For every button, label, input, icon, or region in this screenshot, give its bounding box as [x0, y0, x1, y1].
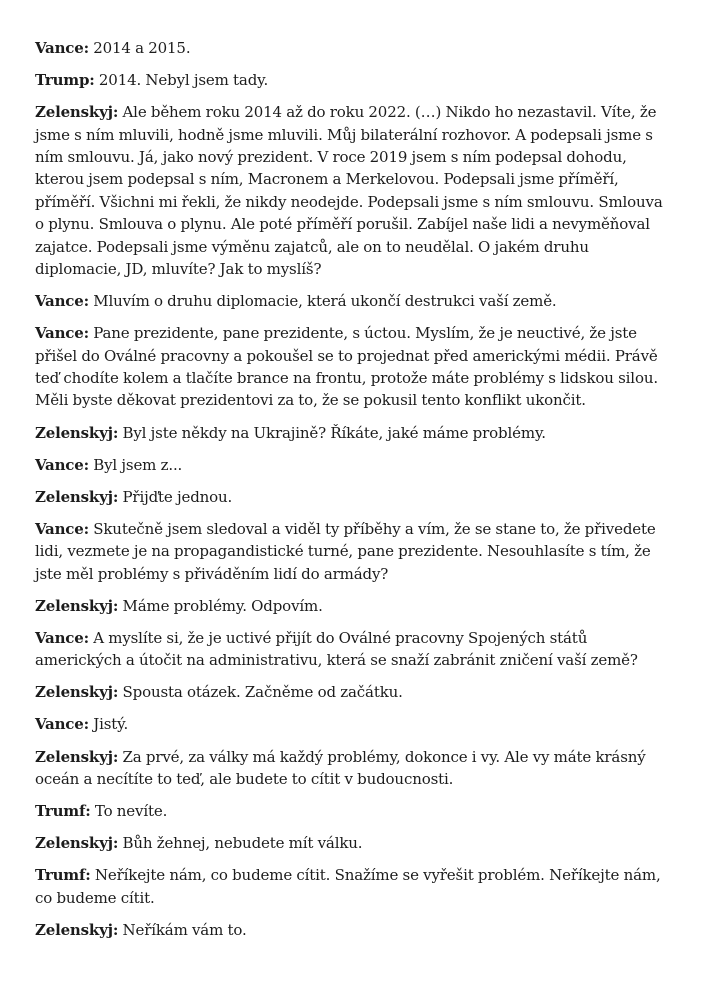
transcript-line [35, 101, 675, 280]
transcript-line [35, 290, 675, 312]
transcript-line [35, 746, 675, 791]
speaker-name: Vance [35, 715, 84, 734]
speaker-separator: : [112, 103, 119, 122]
speaker-name: Vance [35, 324, 84, 343]
speaker-separator: : [83, 39, 89, 57]
speech-text: Pane prezidente, pane prezidente, s úctou. Myslím, že je neuctivé, že jste přišel do Oválné pracovny a pokoušel se to projednat před americkými médii. Právě teď chodíte kolem a tlačíte brance na frontu, protože máte problémy s lidskou silou. Měli byste děkovat prezidentovi za to, že se pokusil tento konflikt ukončit. [35, 324, 658, 410]
transcript-line [35, 681, 675, 703]
speech-text: Byl jste někdy na Ukrajině? Říkáte, jaké máme problémy. [118, 423, 546, 442]
speech-text: Máme problémy. Odpovím. [118, 596, 323, 615]
transcript-line [35, 454, 675, 476]
transcript [35, 37, 675, 951]
speech-text: Neříkejte nám, co budeme cítit. Snažíme se vyřešit problém. Neříkejte nám, co budeme cítit. [35, 866, 661, 907]
speech-text: Jistý. [88, 715, 129, 734]
speech-text: A myslíte si, že je uctivé přijít do Oválné pracovny Spojených států amerických a útočit na administrativu, která se snaží zabránit zničení vaší země? [35, 628, 638, 670]
speaker-name: Trumf [35, 802, 86, 820]
transcript-line [35, 627, 675, 672]
transcript-line [35, 713, 675, 735]
speech-text: Mluvím o druhu diplomacie, která ukončí destrukci vaší země. [88, 292, 557, 311]
transcript-line [35, 486, 675, 508]
speaker-name: Vance [35, 519, 84, 538]
speaker-separator: : [112, 834, 119, 853]
speaker-separator: : [112, 423, 119, 442]
speaker-name: Vance [35, 455, 84, 474]
speaker-separator: : [112, 596, 119, 615]
speech-text: 2014 a 2015. [88, 39, 191, 57]
speaker-name: Vance [35, 39, 84, 57]
speaker-name: Vance [35, 292, 84, 311]
transcript-line [35, 69, 675, 91]
speaker-name: Vance [35, 628, 84, 647]
speaker-name: Zelenskyj [35, 423, 113, 442]
speaker-separator: : [85, 866, 91, 885]
speaker-name: Zelenskyj [35, 747, 113, 766]
speaker-name: Zelenskyj [35, 103, 113, 122]
speech-text: Neříkám vám to. [118, 920, 247, 939]
speech-text: To nevíte. [90, 802, 168, 820]
transcript-line [35, 832, 675, 854]
speaker-name: Zelenskyj [35, 596, 113, 615]
transcript-line [35, 800, 675, 822]
speaker-separator: : [83, 324, 89, 343]
speaker-separator: : [112, 920, 119, 939]
speaker-separator: : [85, 802, 91, 820]
speaker-separator: : [83, 519, 89, 538]
speaker-name: Trump [35, 71, 90, 90]
speech-text: Skutečně jsem sledoval a viděl ty příběhy a vím, že se stane to, že přivedete lidi, vezmete je na propagandistické turné, pane prezidente. Nesouhlasíte s tím, že jste měl problémy s přiváděním lidí do armády? [35, 519, 656, 583]
speaker-separator: : [83, 455, 89, 474]
speaker-separator: : [112, 747, 119, 766]
speech-text: Bůh žehnej, nebudete mít válku. [118, 834, 363, 853]
transcript-line [35, 595, 675, 617]
speaker-name: Zelenskyj [35, 683, 113, 702]
transcript-line [35, 422, 675, 444]
speech-text: Přijďte jednou. [118, 487, 233, 506]
speaker-name: Zelenskyj [35, 487, 113, 506]
transcript-line [35, 518, 675, 585]
speech-text: Ale během roku 2014 až do roku 2022. (…) Nikdo ho nezastavil. Víte, že jsme s ním mluvili, hodně jsme mluvili. Můj bilaterální rozhovor. A podepsali jsme s ním smlouvu. Já, jako nový prezident. V roce 2019 jsem s ním podepsal dohodu, kterou jsem podepsal s ním, Macronem a Merkelovou. Podepsali jsme příměří, příměří. Všichni mi řekli, že nikdy neodejde. Podepsali jsme s ním smlouvu. Smlouva o plynu. Smlouva o plynu. Ale poté příměří porušil. Zabíjel naše lidi a nevyměňoval zajatce. Podepsali jsme výměnu zajatců, ale on to neudělal. O jakém druhu diplomacie, JD, mluvíte? Jak to myslíš? [35, 103, 663, 279]
speech-text: Spousta otázek. Začněme od začátku. [118, 683, 403, 702]
speaker-separator: : [112, 487, 119, 506]
speaker-name: Zelenskyj [35, 920, 113, 939]
transcript-line [35, 37, 675, 59]
transcript-line [35, 864, 675, 909]
speaker-separator: : [83, 715, 89, 734]
speaker-name: Zelenskyj [35, 834, 113, 853]
transcript-line [35, 322, 675, 412]
speaker-separator: : [89, 71, 95, 90]
speaker-separator: : [83, 628, 89, 647]
speech-text: Za prvé, za války má každý problémy, dokonce i vy. Ale vy máte krásný oceán a necítíte to teď, ale budete to cítit v budoucnosti. [35, 747, 646, 788]
speech-text: 2014. Nebyl jsem tady. [94, 71, 269, 90]
speaker-separator: : [112, 683, 119, 702]
speaker-separator: : [83, 292, 89, 311]
speech-text: Byl jsem z... [88, 455, 183, 474]
transcript-line [35, 919, 675, 941]
speaker-name: Trumf [35, 866, 86, 885]
